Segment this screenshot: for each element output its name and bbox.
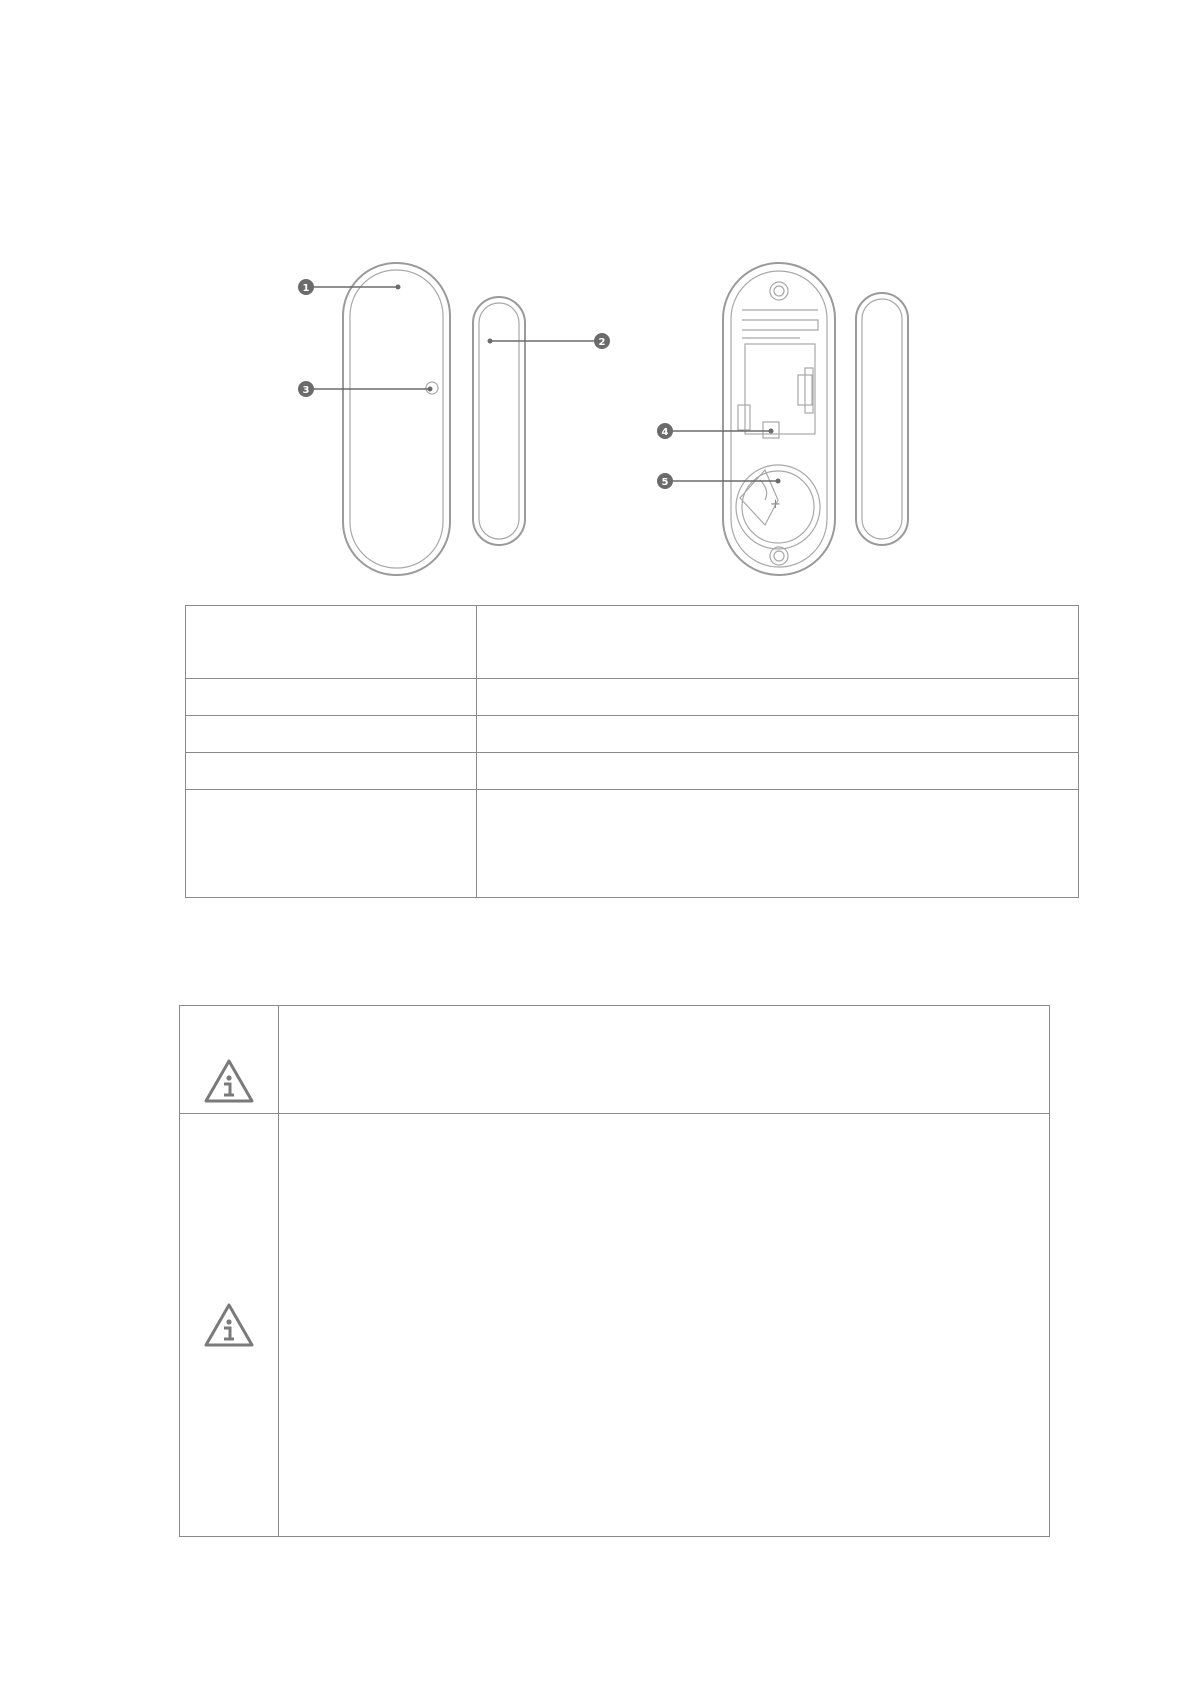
callout-4: [657, 423, 673, 439]
callout-2: [594, 333, 610, 349]
product-figure: [0, 0, 1191, 600]
note-text: [279, 1114, 1050, 1537]
table-cell-value: [477, 679, 1079, 716]
sensor-open: [723, 263, 835, 575]
magnet-front: [473, 297, 525, 545]
note-icon-cell: [180, 1114, 279, 1537]
table-row: [186, 679, 1079, 716]
callout-5-label: 5: [661, 477, 669, 488]
table-cell-label: [186, 790, 477, 898]
table-cell-value: [477, 753, 1079, 790]
table-row: [180, 1114, 1050, 1537]
info-warning-icon: [203, 1057, 255, 1105]
table-cell-label: [186, 716, 477, 753]
table-cell-value: [477, 716, 1079, 753]
callout-3: [298, 381, 314, 397]
table-cell-value: [477, 790, 1079, 898]
note-icon-cell: [180, 1006, 279, 1114]
table-cell-label: [186, 753, 477, 790]
table-cell-label: [186, 606, 477, 679]
table-row: [186, 606, 1079, 679]
notes-table: [179, 1005, 1050, 1537]
note-text: [279, 1006, 1050, 1114]
table-row: [180, 1006, 1050, 1114]
callout-2-label: 2: [598, 337, 606, 348]
parts-table: [185, 605, 1079, 898]
callout-3-label: 3: [302, 385, 310, 396]
magnet-open: [856, 293, 908, 545]
info-warning-icon: [203, 1301, 255, 1349]
callout-5: [657, 473, 673, 489]
table-cell-label: [186, 679, 477, 716]
table-row: [186, 716, 1079, 753]
callout-4-label: 4: [661, 427, 669, 438]
table-cell-value: [477, 606, 1079, 679]
sensor-front: [343, 263, 450, 575]
table-row: [186, 790, 1079, 898]
battery-plus-symbol: +: [770, 497, 781, 512]
callout-1-label: 1: [302, 283, 310, 294]
table-row: [186, 753, 1079, 790]
callout-1: [298, 279, 314, 295]
